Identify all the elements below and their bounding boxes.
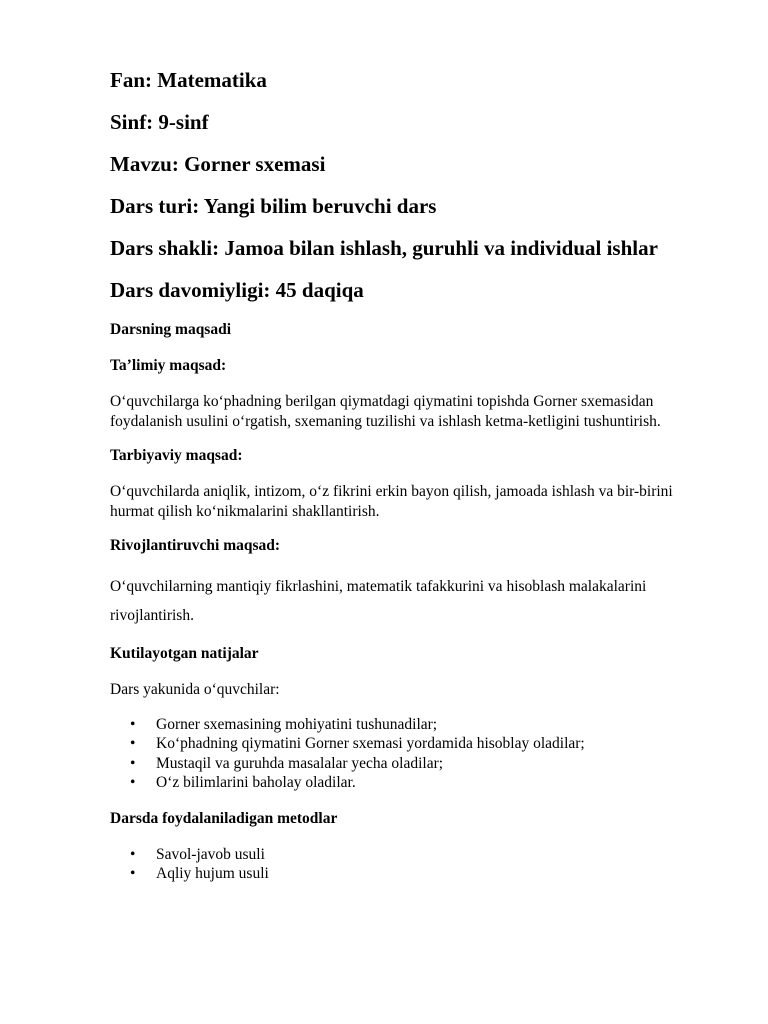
list-item-text: Ko‘phadning qiymatini Gorner sxemasi yordamida hisoblay oladilar; <box>156 735 585 752</box>
lesson-form-line: Dars shakli: Jamoa bilan ishlash, guruhli va individual ishlar <box>110 236 658 260</box>
educational-goal-text: O‘quvchilarga ko‘phadning berilgan qiymatdagi qiymatini topishda Gorner sxemasidan foydalanish usulini o‘rgatish, sxemaning tuzilishi va ishlash ketma-ketligini tushuntirish. <box>110 393 661 430</box>
list-item <box>110 734 708 754</box>
methods-list <box>110 845 708 884</box>
list-item <box>110 864 708 884</box>
bullet-icon: • <box>130 865 136 882</box>
list-item-text: Savol-javob usuli <box>156 845 265 863</box>
list-item-text: Aqliy hujum usuli <box>156 865 269 882</box>
subject-line: Fan: Matematika <box>110 68 267 92</box>
bullet-icon: • <box>130 735 136 752</box>
bullet-icon: • <box>130 715 136 733</box>
expected-results-heading: Kutilayotgan natijalar <box>110 645 259 662</box>
lesson-type-line: Dars turi: Yangi bilim beruvchi dars <box>110 194 437 218</box>
bullet-icon: • <box>130 754 136 772</box>
goals-heading: Darsning maqsadi <box>110 321 232 338</box>
upbringing-goal-heading: Tarbiyaviy maqsad: <box>110 447 243 464</box>
grade-line: Sinf: 9-sinf <box>110 110 209 134</box>
list-item-text: Gorner sxemasining mohiyatini tushunadilar; <box>156 715 438 733</box>
list-item-text: O‘z bilimlarini baholay oladilar. <box>156 774 356 791</box>
developmental-goal-text: O‘quvchilarning mantiqiy fikrlashini, matematik tafakkurini va hisoblash malakalarini rivojlantirish. <box>110 578 647 624</box>
list-item-text: Mustaqil va guruhda masalalar yecha oladilar; <box>156 754 444 772</box>
methods-heading: Darsda foydalaniladigan metodlar <box>110 809 338 827</box>
educational-goal-heading: Ta’limiy maqsad: <box>110 357 227 374</box>
topic-line: Mavzu: Gorner sxemasi <box>110 152 326 176</box>
expected-results-list <box>110 715 708 793</box>
upbringing-goal-text: O‘quvchilarda aniqlik, intizom, o‘z fikrini erkin bayon qilish, jamoada ishlash va bir-birini hurmat qilish ko‘nikmalarini shakllantirish. <box>110 483 673 520</box>
list-item <box>110 773 708 793</box>
lesson-duration-line: Dars davomiyligi: 45 daqiqa <box>110 278 364 302</box>
bullet-icon: • <box>130 845 136 863</box>
expected-results-intro: Dars yakunida o‘quvchilar: <box>110 681 280 698</box>
list-item <box>110 845 708 865</box>
list-item <box>110 754 708 774</box>
bullet-icon: • <box>130 774 136 791</box>
developmental-goal-heading: Rivojlantiruvchi maqsad: <box>110 537 281 554</box>
list-item <box>110 715 708 735</box>
